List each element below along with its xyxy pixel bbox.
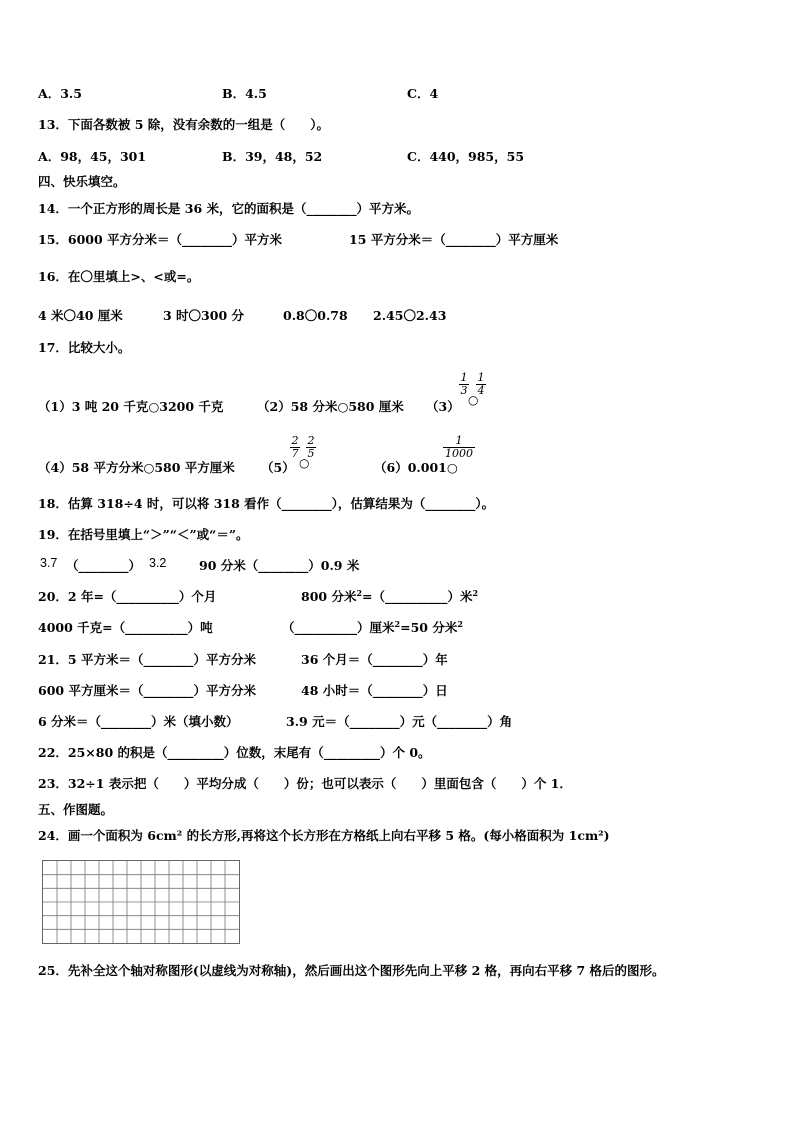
q14: 14．一个正方形的周长是 36 米，它的面积是（________）平方米。 <box>38 201 419 216</box>
q13-stem: 13．下面各数被 5 除，没有余数的一组是（ ）。 <box>38 117 330 132</box>
q12-option-a: A．3.5 <box>38 86 82 101</box>
fraction-denominator: 1000 <box>445 447 473 460</box>
q17-part-6-label: （6）0.001○ <box>374 460 458 475</box>
q16-b: 3 时〇300 分 <box>163 308 244 323</box>
fraction-numerator: 2 <box>307 434 315 447</box>
superscript: 2 <box>472 587 479 598</box>
fraction-denominator: 3 <box>460 384 468 397</box>
q12-option-b: B．4.5 <box>222 86 267 101</box>
q19-b: 90 分米（________）0.9 米 <box>199 558 360 573</box>
q15-part-a: 15．6000 平方分米＝（________）平方米 <box>38 232 283 247</box>
q20-d <box>282 618 463 636</box>
q17-p5-fraction-2 <box>306 435 316 460</box>
q24: 24．画一个面积为 6cm² 的长方形,再将这个长方形在方格纸上向右平移 5 格。(每小格面积为 1cm²) <box>38 828 610 843</box>
q16-d: 2.45〇2.43 <box>373 308 447 323</box>
q20-d-text: （__________）厘米 <box>282 620 395 635</box>
q20-b <box>301 587 478 605</box>
fraction-denominator: 5 <box>307 447 315 460</box>
superscript: 2 <box>394 618 401 629</box>
superscript: 2 <box>356 587 363 598</box>
q19-a-right: 3.2 <box>149 556 167 570</box>
section-5-heading: 五、作图题。 <box>38 802 114 817</box>
q17-part-2: （2）58 分米○580 厘米 <box>257 399 404 414</box>
section-4-heading: 四、快乐填空。 <box>38 174 126 189</box>
q19-a-left: 3.7 <box>40 556 58 570</box>
q20-b-rest: =（__________）米 <box>362 589 473 604</box>
q16-c: 0.8〇0.78 <box>283 308 348 323</box>
fraction-numerator: 1 <box>477 371 485 384</box>
q21-c: 600 平方厘米＝（________）平方分米 <box>38 683 256 698</box>
q20-b-text: 800 分米 <box>301 589 357 604</box>
q19-a-blank: （________） <box>66 558 142 573</box>
fraction-numerator: 2 <box>291 434 299 447</box>
q13-option-a: A．98，45，301 <box>38 149 147 164</box>
q17-p3-fraction-2 <box>476 372 486 397</box>
q17-part-4: （4）58 平方分米○580 平方厘米 <box>38 460 235 475</box>
q12-option-c: C．4 <box>407 86 439 101</box>
superscript: 2 <box>457 618 463 629</box>
q17-p6-fraction <box>443 435 475 460</box>
q17-part-3-label: （3） <box>426 399 460 414</box>
q20-d-rest: =50 分米 <box>400 620 458 635</box>
compare-circle: ○ <box>299 456 310 470</box>
q20-a: 20．2 年=（__________）个月 <box>38 589 217 604</box>
fraction-denominator: 4 <box>477 384 485 397</box>
compare-circle: ○ <box>468 393 479 407</box>
q21-e: 6 分米＝（________）米（填小数） <box>38 714 239 729</box>
q21-d: 48 小时＝（________）日 <box>301 683 448 698</box>
q22: 22．25×80 的积是（_________）位数，末尾有（_________）个 0。 <box>38 745 431 760</box>
q13-option-b: B．39，48，52 <box>222 149 323 164</box>
q25: 25．先补全这个轴对称图形(以虚线为对称轴)，然后画出这个图形先向上平移 2 格，再向右平移 7 格后的图形。 <box>38 963 665 978</box>
q21-a: 21．5 平方米＝（________）平方分米 <box>38 652 256 667</box>
q18: 18．估算 318÷4 时，可以将 318 看作（________），估算结果为（________）。 <box>38 496 495 511</box>
q21-b: 36 个月＝（________）年 <box>301 652 448 667</box>
q17-stem: 17．比较大小。 <box>38 340 131 355</box>
grid-paper[interactable] <box>42 860 240 944</box>
fraction-numerator: 1 <box>455 434 463 447</box>
q15-part-b: 15 平方分米＝（________）平方厘米 <box>349 232 559 247</box>
q20-c: 4000 千克=（__________）吨 <box>38 620 213 635</box>
fraction-numerator: 1 <box>460 371 468 384</box>
q23: 23．32÷1 表示把（ ）平均分成（ ）份；也可以表示（ ）里面包含（ ）个 1． <box>38 776 572 791</box>
fraction-denominator: 7 <box>291 447 299 460</box>
q17-part-1: （1）3 吨 20 千克○3200 千克 <box>38 399 224 414</box>
q13-option-c: C．440，985，55 <box>407 149 525 164</box>
q19-stem: 19．在括号里填上“＞”“＜”或“＝”。 <box>38 527 249 542</box>
q16-a: 4 米〇40 厘米 <box>38 308 123 323</box>
q17-part-5-label: （5） <box>261 460 295 475</box>
q16-stem: 16．在〇里填上>、<或=。 <box>38 269 200 284</box>
q21-f: 3.9 元＝（________）元（________）角 <box>286 714 513 729</box>
grid-lines <box>43 861 239 943</box>
